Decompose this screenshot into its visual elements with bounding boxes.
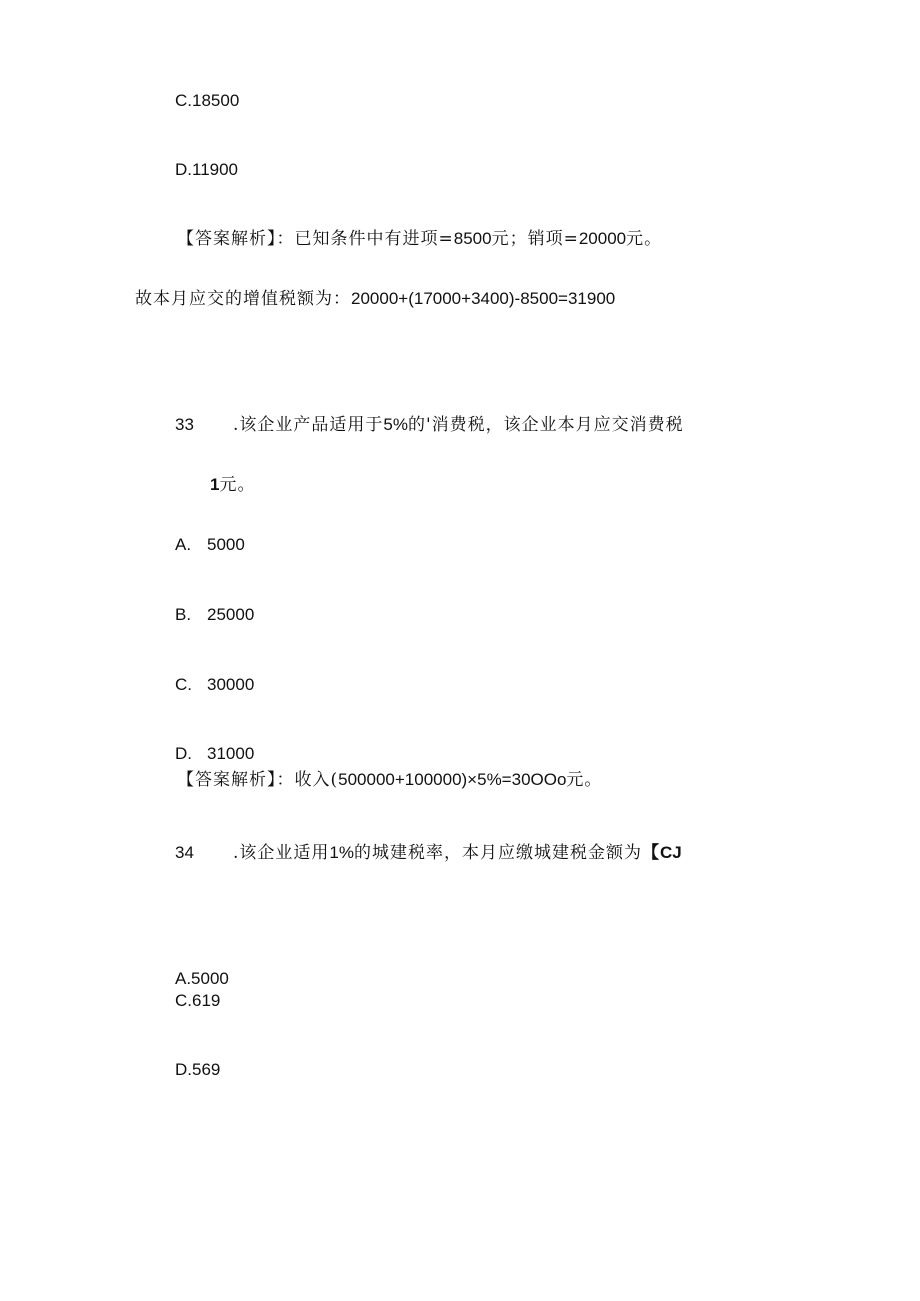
q33-analysis: [177, 770, 602, 790]
q34-option-a: A.5000: [175, 969, 229, 988]
option-value: 31000: [207, 744, 255, 763]
analysis-number: 20000: [578, 229, 627, 248]
q33-option-b: [175, 605, 254, 625]
analysis-label: 【答案解析】：: [177, 229, 295, 249]
question-text: .该企业适用: [233, 843, 330, 863]
q32-option-d: D.11900: [175, 160, 239, 179]
question-number: 33: [175, 415, 194, 434]
answer-text: CJ: [659, 843, 682, 862]
q33-option-c: [175, 675, 254, 695]
q33-blank: [210, 475, 255, 495]
analysis-number: 8500: [453, 229, 492, 248]
q34-option-c: C.619: [175, 991, 221, 1010]
unit-text: 元。: [219, 475, 256, 495]
question-percent: 5%: [383, 415, 408, 434]
q32-analysis-line1: [177, 229, 662, 249]
q32-analysis-line2: [135, 289, 615, 309]
analysis-formula: 500000+100000)×5%=30OOo: [338, 770, 567, 789]
option-value: 30000: [207, 675, 255, 694]
analysis-formula: 20000+(17000+3400)-8500=31900: [351, 289, 616, 308]
analysis-text: 元。: [566, 770, 603, 790]
analysis-label: 【答案解析】：: [177, 770, 295, 790]
option-value: 5000: [207, 535, 245, 554]
analysis-text: 元。: [626, 229, 663, 249]
option-label: D.: [175, 744, 192, 763]
option-label: A.: [175, 535, 192, 554]
answer-blank: 1: [210, 475, 220, 494]
question-percent: 1%: [329, 843, 354, 862]
q33-option-d: [175, 744, 254, 764]
answer-bracket: 【: [641, 843, 660, 863]
option-value: 25000: [207, 605, 255, 624]
analysis-text: 收入(: [294, 770, 339, 790]
q34-stem: [175, 843, 682, 863]
question-number: 34: [175, 843, 194, 862]
q32-option-c: C.18500: [175, 91, 240, 110]
analysis-text: 故本月应交的增值税额为：: [135, 289, 351, 309]
question-text: 的'消费税，该企业本月应交消费税: [407, 415, 684, 435]
q33-option-a: [175, 535, 245, 555]
question-text: .该企业产品适用于: [233, 415, 384, 435]
analysis-text: 已知条件中有进项=: [294, 229, 454, 249]
option-label: B.: [175, 605, 192, 624]
analysis-text: 元；销项=: [491, 229, 579, 249]
q33-stem: [175, 415, 684, 435]
q34-option-d: D.569: [175, 1060, 221, 1079]
question-text: 的城建税率，本月应缴城建税金额为: [353, 843, 642, 863]
option-label: C.: [175, 675, 192, 694]
